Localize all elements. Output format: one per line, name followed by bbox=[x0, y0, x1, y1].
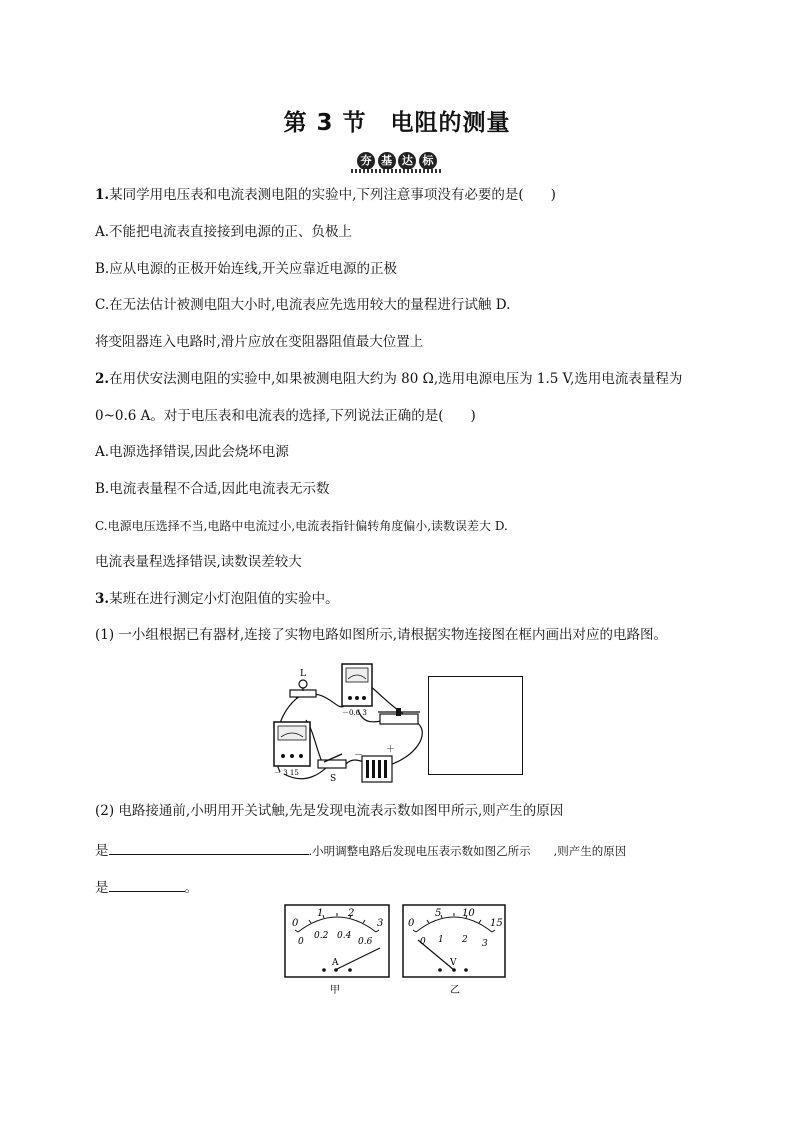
voltmeter-bottom-tick: 0 bbox=[420, 937, 426, 947]
page-title: 第 3 节 电阻的测量 bbox=[283, 110, 511, 136]
ammeter-caption: 甲 bbox=[330, 985, 340, 996]
q3-stem bbox=[95, 590, 339, 608]
ammeter-top-tick: 1 bbox=[317, 908, 324, 919]
q1-stem bbox=[95, 186, 556, 204]
voltmeter-scale-label: － 3 15 bbox=[274, 769, 299, 777]
q2-stem-line1 bbox=[95, 370, 682, 388]
voltmeter-symbol: V bbox=[450, 958, 457, 968]
part2-prefix-2: 是 bbox=[95, 880, 109, 896]
q3-part1: (1) 一小组根据已有器材,连接了实物电路如图所示,请根据实物连接图在框内画出对应的电路图。 bbox=[95, 627, 667, 643]
q2-option-a: A.电源选择错误,因此会烧坏电源 bbox=[95, 444, 289, 460]
q1-number: 1. bbox=[95, 187, 110, 203]
q2-stem-line2: 0~0.6 A。对于电压表和电流表的选择,下列说法正确的是( ) bbox=[95, 408, 476, 424]
ammeter-dial-figure bbox=[284, 904, 390, 996]
q1-option-a: A.不能把电流表直接接到电源的正、负极上 bbox=[95, 224, 353, 240]
q2-number: 2. bbox=[95, 371, 110, 387]
ammeter-bottom-tick: 0.6 bbox=[358, 937, 373, 947]
voltmeter-top-tick: 0 bbox=[408, 918, 415, 929]
voltmeter-caption: 乙 bbox=[450, 985, 460, 996]
battery-plus-label: ＋ bbox=[386, 745, 396, 755]
badge-underline bbox=[351, 169, 443, 173]
ammeter-bottom-tick: 0.4 bbox=[337, 931, 352, 941]
ammeter-bottom-tick: 0.2 bbox=[314, 931, 329, 941]
badge-char: 标 bbox=[419, 152, 437, 170]
voltmeter-bottom-tick: 2 bbox=[462, 935, 468, 945]
voltmeter-dial-figure bbox=[402, 904, 506, 996]
battery-minus-label: － bbox=[354, 751, 364, 761]
q2-option-b: B.电流表量程不合适,因此电流表无示数 bbox=[95, 481, 330, 497]
part2-prefix: 是 bbox=[95, 843, 109, 859]
circuit-figure bbox=[266, 662, 436, 790]
ammeter-bottom-tick: 0 bbox=[298, 937, 304, 947]
ammeter-top-tick: 3 bbox=[377, 918, 384, 929]
voltmeter-top-tick: 10 bbox=[462, 908, 475, 919]
part2-end: 。 bbox=[184, 880, 198, 896]
q1-option-b: B.应从电源的正极开始连线,开关应靠近电源的正极 bbox=[95, 261, 398, 277]
ammeter-top-tick: 0 bbox=[292, 918, 299, 929]
q2-stem-text1: 在用伏安法测电阻的实验中,如果被测电阻大约为 80 Ω,选用电源电压为 1.5 V,选用电流表量程为 bbox=[109, 371, 683, 387]
voltmeter-top-tick: 15 bbox=[490, 918, 503, 929]
badge-char: 达 bbox=[398, 152, 416, 170]
lamp-label: L bbox=[300, 669, 306, 679]
answer-blank-2[interactable] bbox=[109, 877, 185, 892]
q3-stem-text: 某班在进行测定小灯泡阻值的实验中。 bbox=[109, 591, 339, 607]
q1-option-c: C.在无法估计被测电阻大小时,电流表应先选用较大的量程进行试触 D. bbox=[95, 297, 511, 313]
q3-part2-line2 bbox=[95, 840, 626, 860]
q2-option-d: 电流表量程选择错误,读数误差较大 bbox=[95, 554, 302, 570]
ammeter-scale-label: －0.6 3 bbox=[342, 709, 367, 717]
section-badge bbox=[351, 152, 443, 174]
voltmeter-bottom-tick: 3 bbox=[482, 939, 488, 949]
q3-part2-line1: (2) 电路接通前,小明用开关试触,先是发现电流表示数如图甲所示,则产生的原因 bbox=[95, 803, 564, 819]
q1-stem-text: 某同学用电压表和电流表测电阻的实验中,下列注意事项没有必要的是( ) bbox=[109, 187, 556, 203]
part2-continuation: .小明调整电路后发现电压表示数如图乙所示 ,则产生的原因 bbox=[308, 844, 627, 858]
voltmeter-top-tick: 5 bbox=[435, 908, 442, 919]
badge-char: 基 bbox=[378, 152, 396, 170]
answer-blank-1[interactable] bbox=[109, 840, 309, 855]
voltmeter-bottom-tick: 1 bbox=[438, 935, 444, 945]
ammeter-top-tick: 2 bbox=[348, 908, 355, 919]
q2-option-c: C.电源电压选择不当,电路中电流过小,电流表指针偏转角度偏小,读数误差大 D. bbox=[95, 519, 508, 533]
q1-option-d: 将变阻器连入电路时,滑片应放在变阻器阻值最大位置上 bbox=[95, 334, 424, 350]
q3-number: 3. bbox=[95, 591, 110, 607]
switch-label: S bbox=[330, 774, 337, 784]
q3-part2-line3 bbox=[95, 877, 198, 897]
badge-char: 夯 bbox=[357, 152, 375, 170]
ammeter-symbol: A bbox=[332, 958, 339, 968]
circuit-answer-box[interactable] bbox=[428, 676, 523, 775]
